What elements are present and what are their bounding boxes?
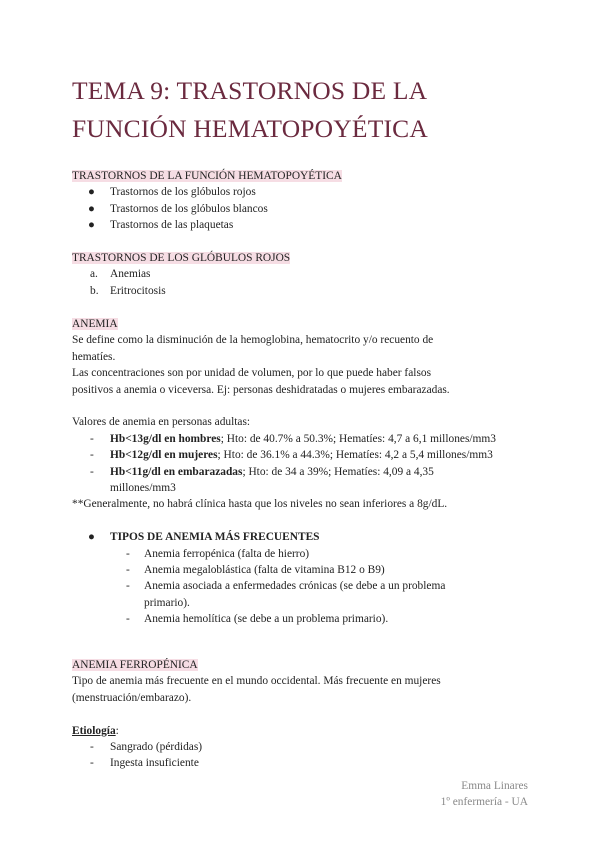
section-heading: ANEMIA FERROPÉNICA — [72, 659, 198, 671]
page-footer — [441, 778, 528, 811]
types-heading: ● TIPOS DE ANEMIA MÁS FRECUENTES — [88, 531, 320, 544]
section-globulos-rojos — [72, 250, 532, 299]
section-anemia — [72, 316, 532, 628]
paragraph-line: (menstruación/embarazo). — [72, 691, 192, 704]
section-heading: TRASTORNOS DE LA FUNCIÓN HEMATOPOYÉTICA — [72, 170, 342, 182]
paragraph-line: Tipo de anemia más frecuente en el mundo occidental. Más frecuente en mujeres — [72, 675, 441, 688]
etiologia-heading: Etiología: — [72, 724, 119, 737]
list-item: - Hb<11g/dl en embarazadas; Hto: de 34 a 39%; Hematíes: 4,09 a 4,35 — [90, 465, 434, 478]
list-item: - Hb<13g/dl en hombres; Hto: de 40.7% a 50.3%; Hematíes: 4,7 a 6,1 millones/mm3 — [90, 432, 496, 445]
paragraph-line: positivos a anemia o viceversa. Ej: personas deshidratadas o mujeres embarazadas. — [72, 383, 450, 396]
list-item: - Hb<12g/dl en mujeres; Hto: de 36.1% a 44.3%; Hematíes: 4,2 a 5,4 millones/mm3 — [90, 449, 493, 462]
title-line-1: TEMA 9: TRASTORNOS DE LA — [72, 76, 428, 105]
paragraph-line: Las concentraciones son por unidad de volumen, por lo que puede haber falsos — [72, 367, 432, 380]
list-item-continuation: millones/mm3 — [110, 482, 176, 495]
list-item: - Anemia megaloblástica (falta de vitamina B12 o B9) — [126, 564, 385, 577]
list-item: ● Trastornos de las plaquetas — [88, 219, 234, 232]
list-item-continuation: primario). — [144, 596, 190, 609]
list-item: - Anemia ferropénica (falta de hierro) — [126, 547, 310, 560]
list-item: - Sangrado (pérdidas) — [90, 741, 203, 754]
page-title — [72, 72, 542, 148]
values-intro: Valores de anemia en personas adultas: — [72, 416, 251, 429]
footer-author: Emma Linares — [461, 780, 528, 792]
list-item: - Anemia hemolítica (se debe a un problema primario). — [126, 613, 389, 626]
list-item: ● Trastornos de los glóbulos rojos — [88, 186, 256, 199]
paragraph-line: hematíes. — [72, 350, 116, 363]
footer-course: 1º enfermería - UA — [440, 796, 528, 809]
section-heading: TRASTORNOS DE LOS GLÓBULOS ROJOS — [72, 252, 291, 264]
list-item: a. Anemias — [90, 268, 151, 281]
paragraph-line: Se define como la disminución de la hemoglobina, hematocrito y/o recuento de — [72, 334, 434, 347]
title-line-2: FUNCIÓN HEMATOPOYÉTICA — [72, 114, 428, 143]
list-item: b. Eritrocitosis — [90, 284, 166, 297]
section-trastornos-funcion — [72, 168, 532, 234]
section-anemia-ferropenica — [72, 657, 532, 772]
note: **Generalmente, no habrá clínica hasta que los niveles no sean inferiores a 8g/dL. — [72, 498, 448, 511]
list-item: - Anemia asociada a enfermedades crónicas (se debe a un problema — [126, 580, 446, 593]
section-heading: ANEMIA — [72, 318, 118, 330]
list-item: - Ingesta insuficiente — [90, 757, 199, 770]
list-item: ● Trastornos de los glóbulos blancos — [88, 202, 268, 215]
